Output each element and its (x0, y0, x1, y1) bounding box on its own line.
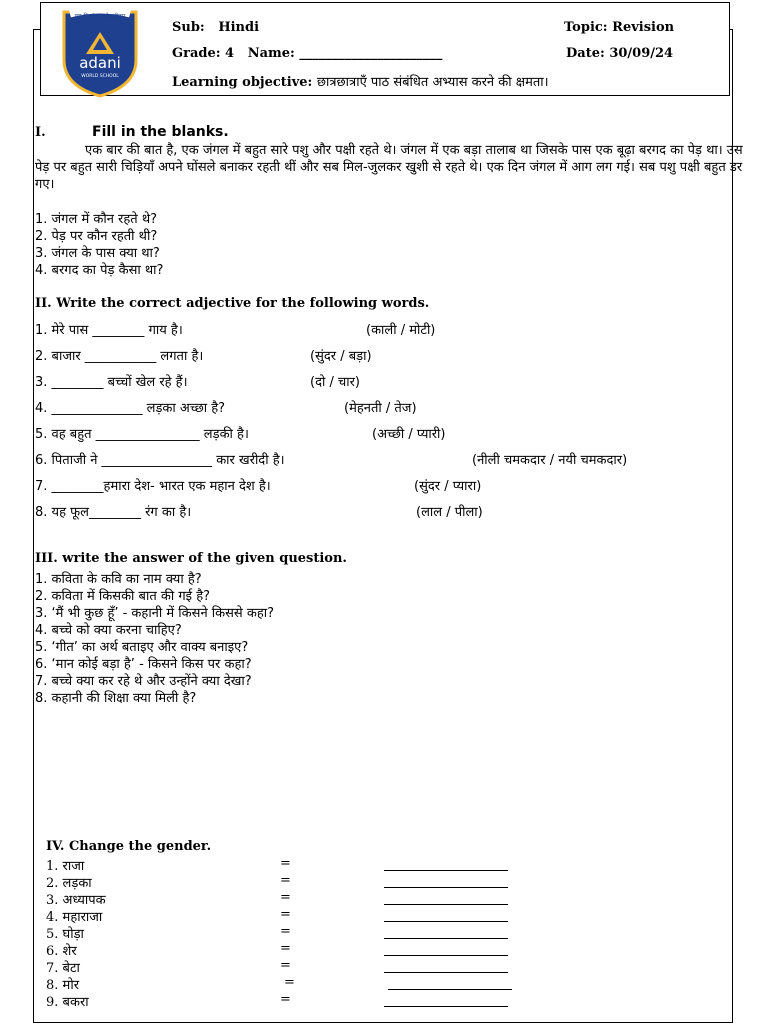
gender-blank-7[interactable] (384, 958, 508, 973)
gender-row-7 (46, 958, 80, 975)
gender-blank-4[interactable] (384, 907, 508, 922)
topic-label: Topic: (564, 20, 608, 35)
school-logo (60, 8, 140, 98)
date-label: Date: (566, 46, 605, 61)
s2-item-8-options: (लाल / पीला) (416, 505, 483, 520)
learning-objective (172, 72, 549, 90)
s2-item-6-options: (नीली चमकदार / नयी चमकदार) (472, 453, 628, 468)
gender-row-5 (46, 924, 84, 941)
s2-item-3: 3. ________ बच्चों खेल रहे हैं। (35, 375, 188, 390)
name-label: Name: ______________________ (247, 46, 443, 61)
gender-blank-2[interactable] (384, 873, 508, 888)
gender-row-9 (46, 992, 89, 1009)
s2-item-1-options: (काली / मोटी) (366, 323, 436, 338)
gender-word: राजा (62, 859, 85, 874)
date-field (566, 46, 673, 61)
gender-num: 8. (46, 978, 59, 993)
gender-row-1 (46, 856, 84, 873)
gender-blank-6[interactable] (384, 941, 508, 956)
s2-item-6: 6. पिताजी ने _________________ कार खरीदी है। (35, 453, 285, 468)
topic-field (564, 20, 674, 35)
gender-word: लड़का (62, 876, 92, 891)
gender-num: 4. (46, 910, 59, 925)
gender-equals-7: = (280, 958, 291, 973)
gender-word: अध्यापक (62, 893, 106, 908)
lo-value: छात्रछात्राएँ पाठ संबंधित अभ्यास करने की क्षमता। (316, 75, 549, 90)
gender-equals-5: = (280, 924, 291, 939)
s3-question-2: 2. कविता में किसकी बात की गई है? (35, 589, 211, 604)
s1-question-2: 2. पेड़ पर कौन रहती थी? (35, 229, 158, 244)
s3-question-5: 5. ‘गीत’ का अर्थ बताइए और वाक्य बनाइए? (35, 640, 249, 655)
section-1-paragraph: एक बार की बात है, एक जंगल में बहुत सारे पशु और पक्षी रहते थे। जंगल में एक बड़ा तालाब था जिसके पास एक बूढ़ा बरगद का पेड़ था। उस पेड़ पर बहुत सारी चिड़ियाँ अपने घोंसले बनाकर रहती थीं और सब मिल-जुलकर खुशी से रहते थे। एक दिन जंगल में आग लग गई। सब पशु पक्षी बहुत डर गए। (35, 143, 743, 192)
gender-row-2 (46, 873, 92, 890)
section-1-title: Fill in the blanks. (92, 124, 229, 140)
s3-question-3: 3. ‘मैं भी कुछ हूँ’ - कहानी में किसने किससे कहा? (35, 606, 275, 621)
s3-question-1: 1. कविता के कवि का नाम क्या है? (35, 572, 202, 587)
section-1-number: I. (35, 125, 46, 140)
s3-question-8: 8. कहानी की शिक्षा क्या मिली है? (35, 691, 197, 706)
gender-equals-4: = (280, 907, 291, 922)
s2-item-3-options: (दो / चार) (310, 375, 360, 390)
s2-item-4: 4. ______________ लड़का अच्छा है? (35, 401, 226, 416)
s1-question-4: 4. बरगद का पेड़ कैसा था? (35, 263, 164, 278)
gender-equals-2: = (280, 873, 291, 888)
s2-item-1: 1. मेरे पास ________ गाय है। (35, 323, 183, 338)
gender-word: महाराजा (62, 910, 103, 925)
s2-item-7-options: (सुंदर / प्यारा) (414, 479, 482, 494)
gender-equals-3: = (280, 890, 291, 905)
gender-num: 7. (46, 961, 59, 976)
s2-item-2-options: (सुंदर / बड़ा) (310, 349, 372, 364)
gender-equals-8: = (284, 975, 295, 990)
gender-word: शेर (62, 944, 77, 959)
s1-question-3: 3. जंगल के पास क्या था? (35, 246, 160, 261)
grade-label: Grade: 4 (172, 46, 235, 61)
logo-name: adani (79, 54, 121, 72)
gender-equals-9: = (280, 992, 291, 1007)
gender-blank-1[interactable] (384, 856, 508, 871)
section-3-title: III. write the answer of the given question. (35, 551, 347, 566)
gender-word: बेटा (62, 961, 80, 976)
gender-blank-9[interactable] (384, 992, 508, 1007)
gender-num: 1. (46, 859, 59, 874)
gender-word: घोड़ा (62, 927, 84, 942)
s3-question-7: 7. बच्चे क्या कर रहे थे और उन्होंने क्या देखा? (35, 674, 252, 689)
s3-question-6: 6. ‘मान कोई बड़ा है’ - किसने किस पर कहा? (35, 657, 252, 672)
s2-item-5: 5. वह बहुत ________________ लड़की है। (35, 427, 249, 442)
gender-word: बकरा (62, 995, 89, 1010)
subject-value: Hindi (218, 20, 260, 35)
gender-equals-1: = (280, 856, 291, 871)
subject-label: Sub: (172, 20, 205, 35)
date-value: 30/09/24 (609, 46, 674, 61)
gender-blank-5[interactable] (384, 924, 508, 939)
s2-item-7: 7. ________हमारा देश- भारत एक महान देश है। (35, 479, 271, 494)
gender-row-6 (46, 941, 77, 958)
subject-field (172, 20, 259, 35)
gender-blank-3[interactable] (384, 890, 508, 905)
s2-item-2: 2. बाजार ___________ लगता है। (35, 349, 204, 364)
topic-value: Revision (612, 20, 675, 35)
s2-item-5-options: (अच्छी / प्यारी) (372, 427, 446, 442)
logo-sub: WORLD SCHOOL (81, 74, 119, 79)
lo-label: Learning objective: (172, 75, 313, 90)
s2-item-8: 8. यह फूल________ रंग का है। (35, 505, 192, 520)
gender-num: 9. (46, 995, 59, 1010)
gender-row-3 (46, 890, 106, 907)
logo-motto: यत्र विश्वं भवत्येकनीडम् (74, 13, 126, 20)
gender-num: 5. (46, 927, 59, 942)
s3-question-4: 4. बच्चे को क्या करना चाहिए? (35, 623, 182, 638)
gender-row-8 (46, 975, 79, 992)
s2-item-4-options: (मेहनती / तेज) (344, 401, 417, 416)
gender-num: 2. (46, 876, 59, 891)
s1-question-1: 1. जंगल में कौन रहते थे? (35, 212, 158, 227)
section-4-title: IV. Change the gender. (46, 839, 212, 854)
gender-row-4 (46, 907, 102, 924)
gender-blank-8[interactable] (388, 975, 512, 990)
gender-word: मोर (62, 978, 80, 993)
grade-name-field (172, 46, 442, 61)
gender-equals-6: = (280, 941, 291, 956)
gender-num: 3. (46, 893, 59, 908)
section-2-title: II. Write the correct adjective for the following words. (35, 296, 430, 311)
gender-num: 6. (46, 944, 59, 959)
